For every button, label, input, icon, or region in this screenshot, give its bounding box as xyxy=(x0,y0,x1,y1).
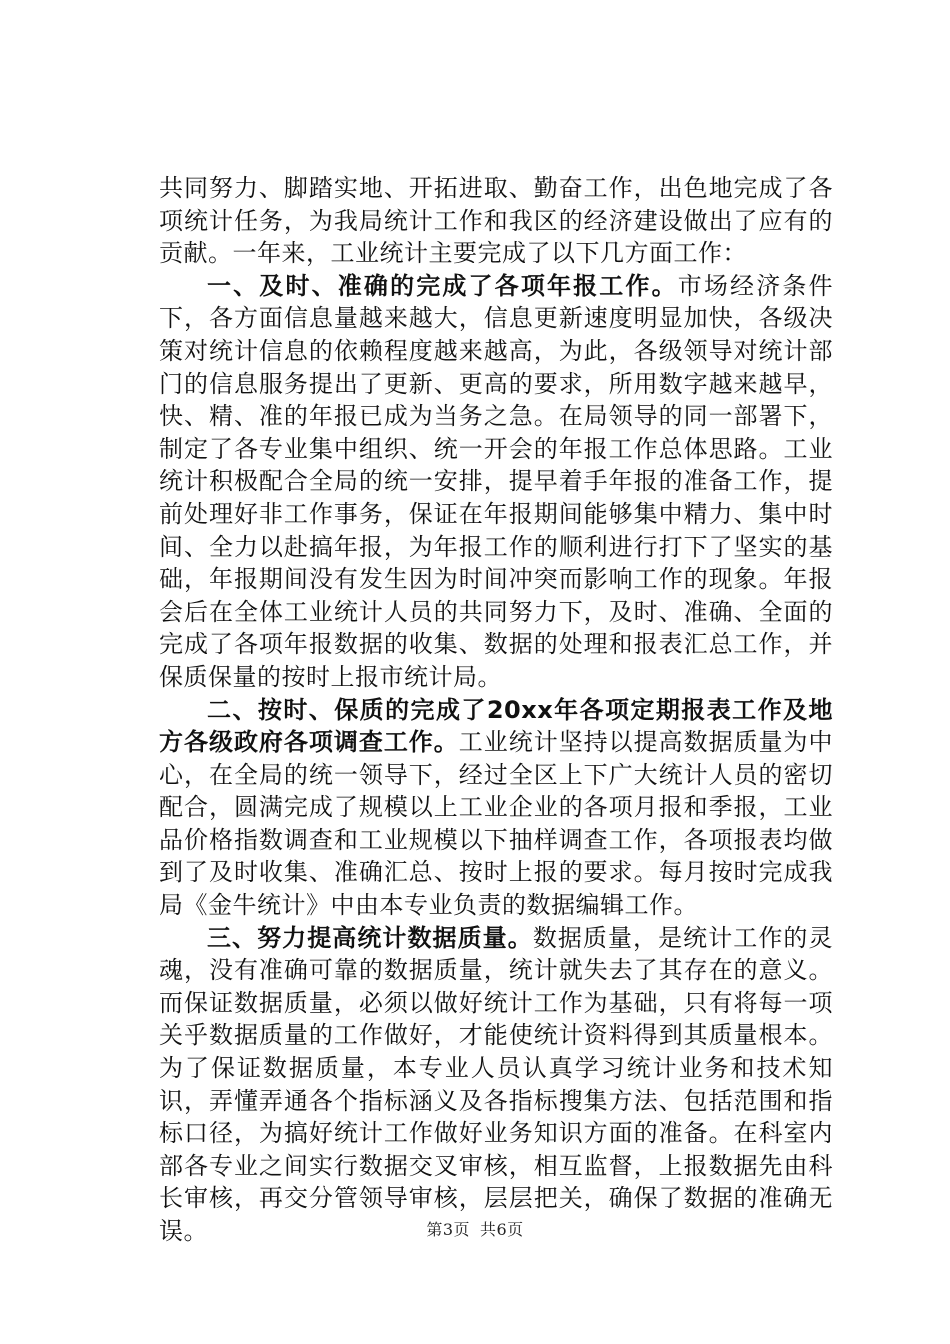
section-paragraph-2 xyxy=(159,694,833,922)
document-body xyxy=(159,172,833,1248)
lead-paragraph: 共同努力、脚踏实地、开拓进取、勤奋工作，出色地完成了各项统计任务，为我局统计工作和我区的经济建设做出了应有的贡献。一年来，工业统计主要完成了以下几方面工作： xyxy=(159,174,833,268)
page-number-current: 第3页 xyxy=(426,1220,470,1239)
section-body-2: 工业统计坚持以提高数据质量为中心，在全局的统一领导下，经过全区上下广大统计人员的密切配合，圆满完成了规模以上工业企业的各项月报和季报，工业品价格指数调查和工业规模以下抽样调查工作，各项报表均做到了及时收集、准确汇总、按时上报的要求。每月按时完成我局《金牛统计》中由本专业负责的数据编辑工作。 xyxy=(159,728,834,920)
section-body-3: 数据质量，是统计工作的灵魂，没有准确可靠的数据质量，统计就失去了其存在的意义。而保证数据质量，必须以做好统计工作为基础，只有将每一项关乎数据质量的工作做好，才能使统计资料得到其质量根本。为了保证数据质量，本专业人员认真学习统计业务和技术知识，弄懂弄通各个指标涵义及各指标搜集方法、包括范围和指标口径，为搞好统计工作做好业务知识方面的准备。在科室内部各专业之间实行数据交叉审核，相互监督，上报数据先由科长审核，再交分管领导审核，层层把关，确保了数据的准确无误。 xyxy=(159,923,833,1245)
section-paragraph-3 xyxy=(159,922,833,1248)
section-heading-1: 一、及时、准确的完成了各项年报工作。 xyxy=(207,271,678,300)
page-footer xyxy=(0,1217,950,1240)
section-heading-3: 三、努力提高统计数据质量。 xyxy=(207,923,533,952)
section-paragraph-1 xyxy=(159,270,833,694)
section-body-1: 市场经济条件下，各方面信息量越来越大，信息更新速度明显加快，各级决策对统计信息的依赖程度越来越高，为此，各级领导对统计部门的信息服务提出了更新、更高的要求，所用数字越来越早，快、精、准的年报已成为当务之急。在局领导的同一部署下，制定了各专业集中组织、统一开会的年报工作总体思路。工业统计积极配合全局的统一安排，提早着手年报的准备工作，提前处理好非工作事务，保证在年报期间能够集中精力、集中时间、全力以赴搞年报，为年报工作的顺利进行打下了坚实的基础，年报期间没有发生因为时间冲突而影响工作的现象。年报会后在全体工业统计人员的共同努力下，及时、准确、全面的完成了各项年报数据的收集、数据的处理和报表汇总工作，并保质保量的按时上报市统计局。 xyxy=(159,271,834,691)
page-number-total: 共6页 xyxy=(480,1220,524,1239)
section-heading-2: 二、按时、保质的完成了20xx年各项定期报表工作及地方各级政府各项调查工作。 xyxy=(159,695,833,757)
